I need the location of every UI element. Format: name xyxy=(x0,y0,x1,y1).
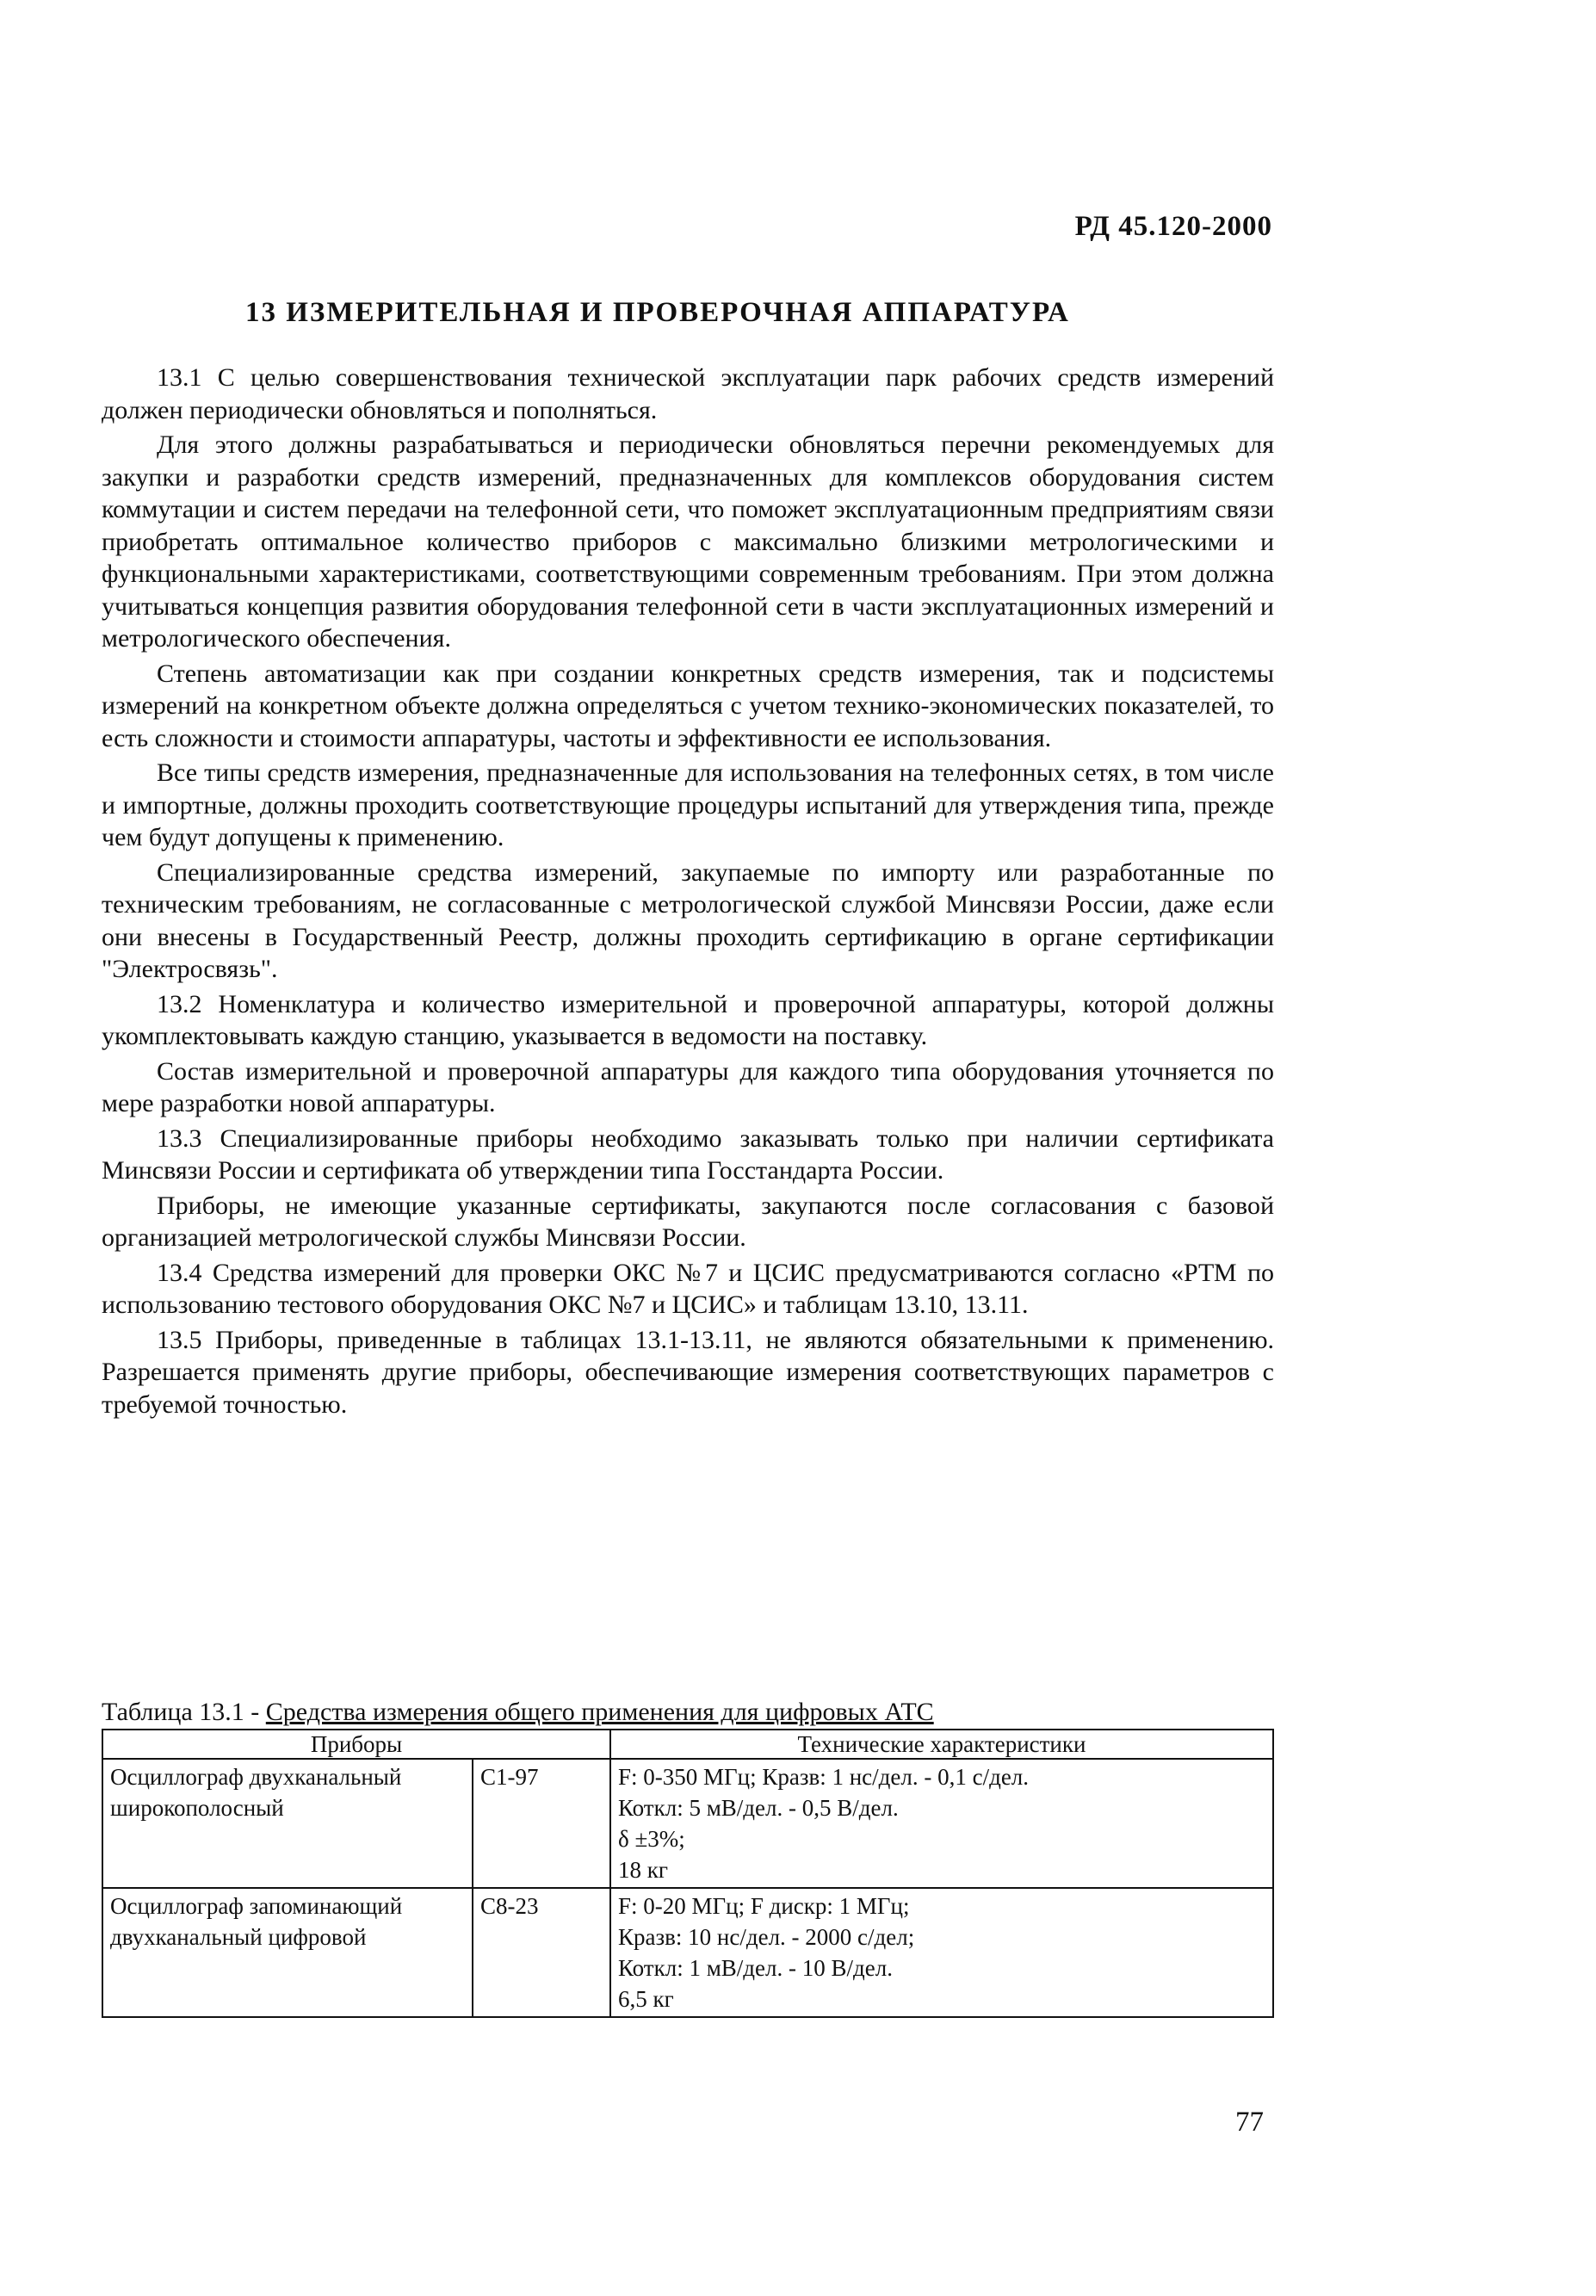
spec-line: Кразв: 10 нс/дел. - 2000 с/дел; xyxy=(618,1924,915,1950)
paragraph: Степень автоматизации как при создании конкретных средств измерения, так и подсистемы измерений на конкретном объекте должна определяться с учетом технико-экономических показателей, то есть сложности и стоимости аппаратуры, частоты и эффективности ее использования. xyxy=(102,659,1274,752)
spec-line: 6,5 кг xyxy=(618,1986,674,2012)
table-header-row xyxy=(102,1730,1273,1759)
device-name-cell: Осциллограф двухканальный широкополосный xyxy=(102,1759,473,1888)
column-header-specs: Технические характеристики xyxy=(610,1730,1273,1759)
spec-line: F: 0-350 МГц; Кразв: 1 нс/дел. - 0,1 с/дел. xyxy=(618,1764,1030,1790)
device-model-cell: С1-97 xyxy=(473,1759,610,1888)
device-model-cell: С8-23 xyxy=(473,1888,610,2017)
paragraph: 13.4 Средства измерений для проверки ОКС №7 и ЦСИС предусматриваются согласно «РТМ по использованию тестового оборудования ОКС №7 и ЦСИС» и таблицам 13.10, 13.11. xyxy=(102,1258,1274,1319)
paragraph: Специализированные средства измерений, закупаемые по импорту или разработанные по техническим требованиям, не согласованные с метрологической службой Минсвязи России, даже если они внесены в Государственный Реестр, должны проходить сертификацию в органе сертификации "Электросвязь". xyxy=(102,857,1274,983)
body-text xyxy=(102,362,1274,1420)
spec-line: F: 0-20 МГц; F дискр: 1 МГц; xyxy=(618,1893,910,1919)
paragraph: Для этого должны разрабатываться и периодически обновляться перечни рекомендуемых для закупки и разработки средств измерений, предназначенных для комплексов оборудования систем коммутации и систем передачи на телефонной сети, что поможет эксплуатационным предприятиям связи приобретать оптимальное количество приборов с максимально близкими метрологическими и функциональными характеристиками, соответствующими современным требованиям. При этом должна учитываться концепция развития оборудования телефонной сети в части эксплуатационных измерений и метрологического обеспечения. xyxy=(102,430,1274,653)
table-caption-title: Средства измерения общего применения для цифровых АТС xyxy=(265,1698,934,1726)
table-caption xyxy=(102,1698,934,1727)
paragraph: 13.2 Номенклатура и количество измерительной и проверочной аппаратуры, которой должны укомплектовывать каждую станцию, указывается в ведомости на поставку. xyxy=(102,989,1274,1050)
spec-line: Коткл: 5 мВ/дел. - 0,5 В/дел. xyxy=(618,1795,899,1821)
device-name-cell: Осциллограф запоминающий двухканальный цифровой xyxy=(102,1888,473,2017)
device-specs-cell xyxy=(610,1888,1273,2017)
table-row xyxy=(102,1759,1273,1888)
device-specs-cell xyxy=(610,1759,1273,1888)
paragraph: 13.5 Приборы, приведенные в таблицах 13.1-13.11, не являются обязательными к применению. Разрешается применять другие приборы, обеспечивающие измерения соответствующих параметров с требуемой точностью. xyxy=(102,1325,1274,1419)
paragraph: 13.1 С целью совершенствования технической эксплуатации парк рабочих средств измерений должен периодически обновляться и пополняться. xyxy=(102,363,1274,424)
page-number: 77 xyxy=(1235,2107,1264,2138)
document-code: РД 45.120-2000 xyxy=(1074,211,1272,242)
table-row xyxy=(102,1888,1273,2017)
paragraph: 13.3 Специализированные приборы необходимо заказывать только при наличии сертификата Минсвязи России и сертификата об утверждении типа Госстандарта России. xyxy=(102,1123,1274,1185)
column-header-devices: Приборы xyxy=(102,1730,610,1759)
paragraph: Приборы, не имеющие указанные сертификаты, закупаются после согласования с базовой организацией метрологической службы Минсвязи России. xyxy=(102,1191,1274,1252)
table-caption-prefix: Таблица 13.1 - xyxy=(102,1698,266,1726)
paragraph: Все типы средств измерения, предназначенные для использования на телефонных сетях, в том числе и импортные, должны проходить соответствующие процедуры испытаний для утверждения типа, прежде чем будут допущены к применению. xyxy=(102,758,1274,851)
spec-line: 18 кг xyxy=(618,1857,668,1883)
paragraph: Состав измерительной и проверочной аппаратуры для каждого типа оборудования уточняется по мере разработки новой аппаратуры. xyxy=(102,1056,1274,1117)
spec-line: Коткл: 1 мВ/дел. - 10 В/дел. xyxy=(618,1955,893,1981)
section-title: 13 ИЗМЕРИТЕЛЬНАЯ И ПРОВЕРОЧНАЯ АППАРАТУРА xyxy=(245,297,1070,328)
spec-line: δ ±3%; xyxy=(618,1826,685,1852)
devices-table xyxy=(102,1729,1274,2018)
